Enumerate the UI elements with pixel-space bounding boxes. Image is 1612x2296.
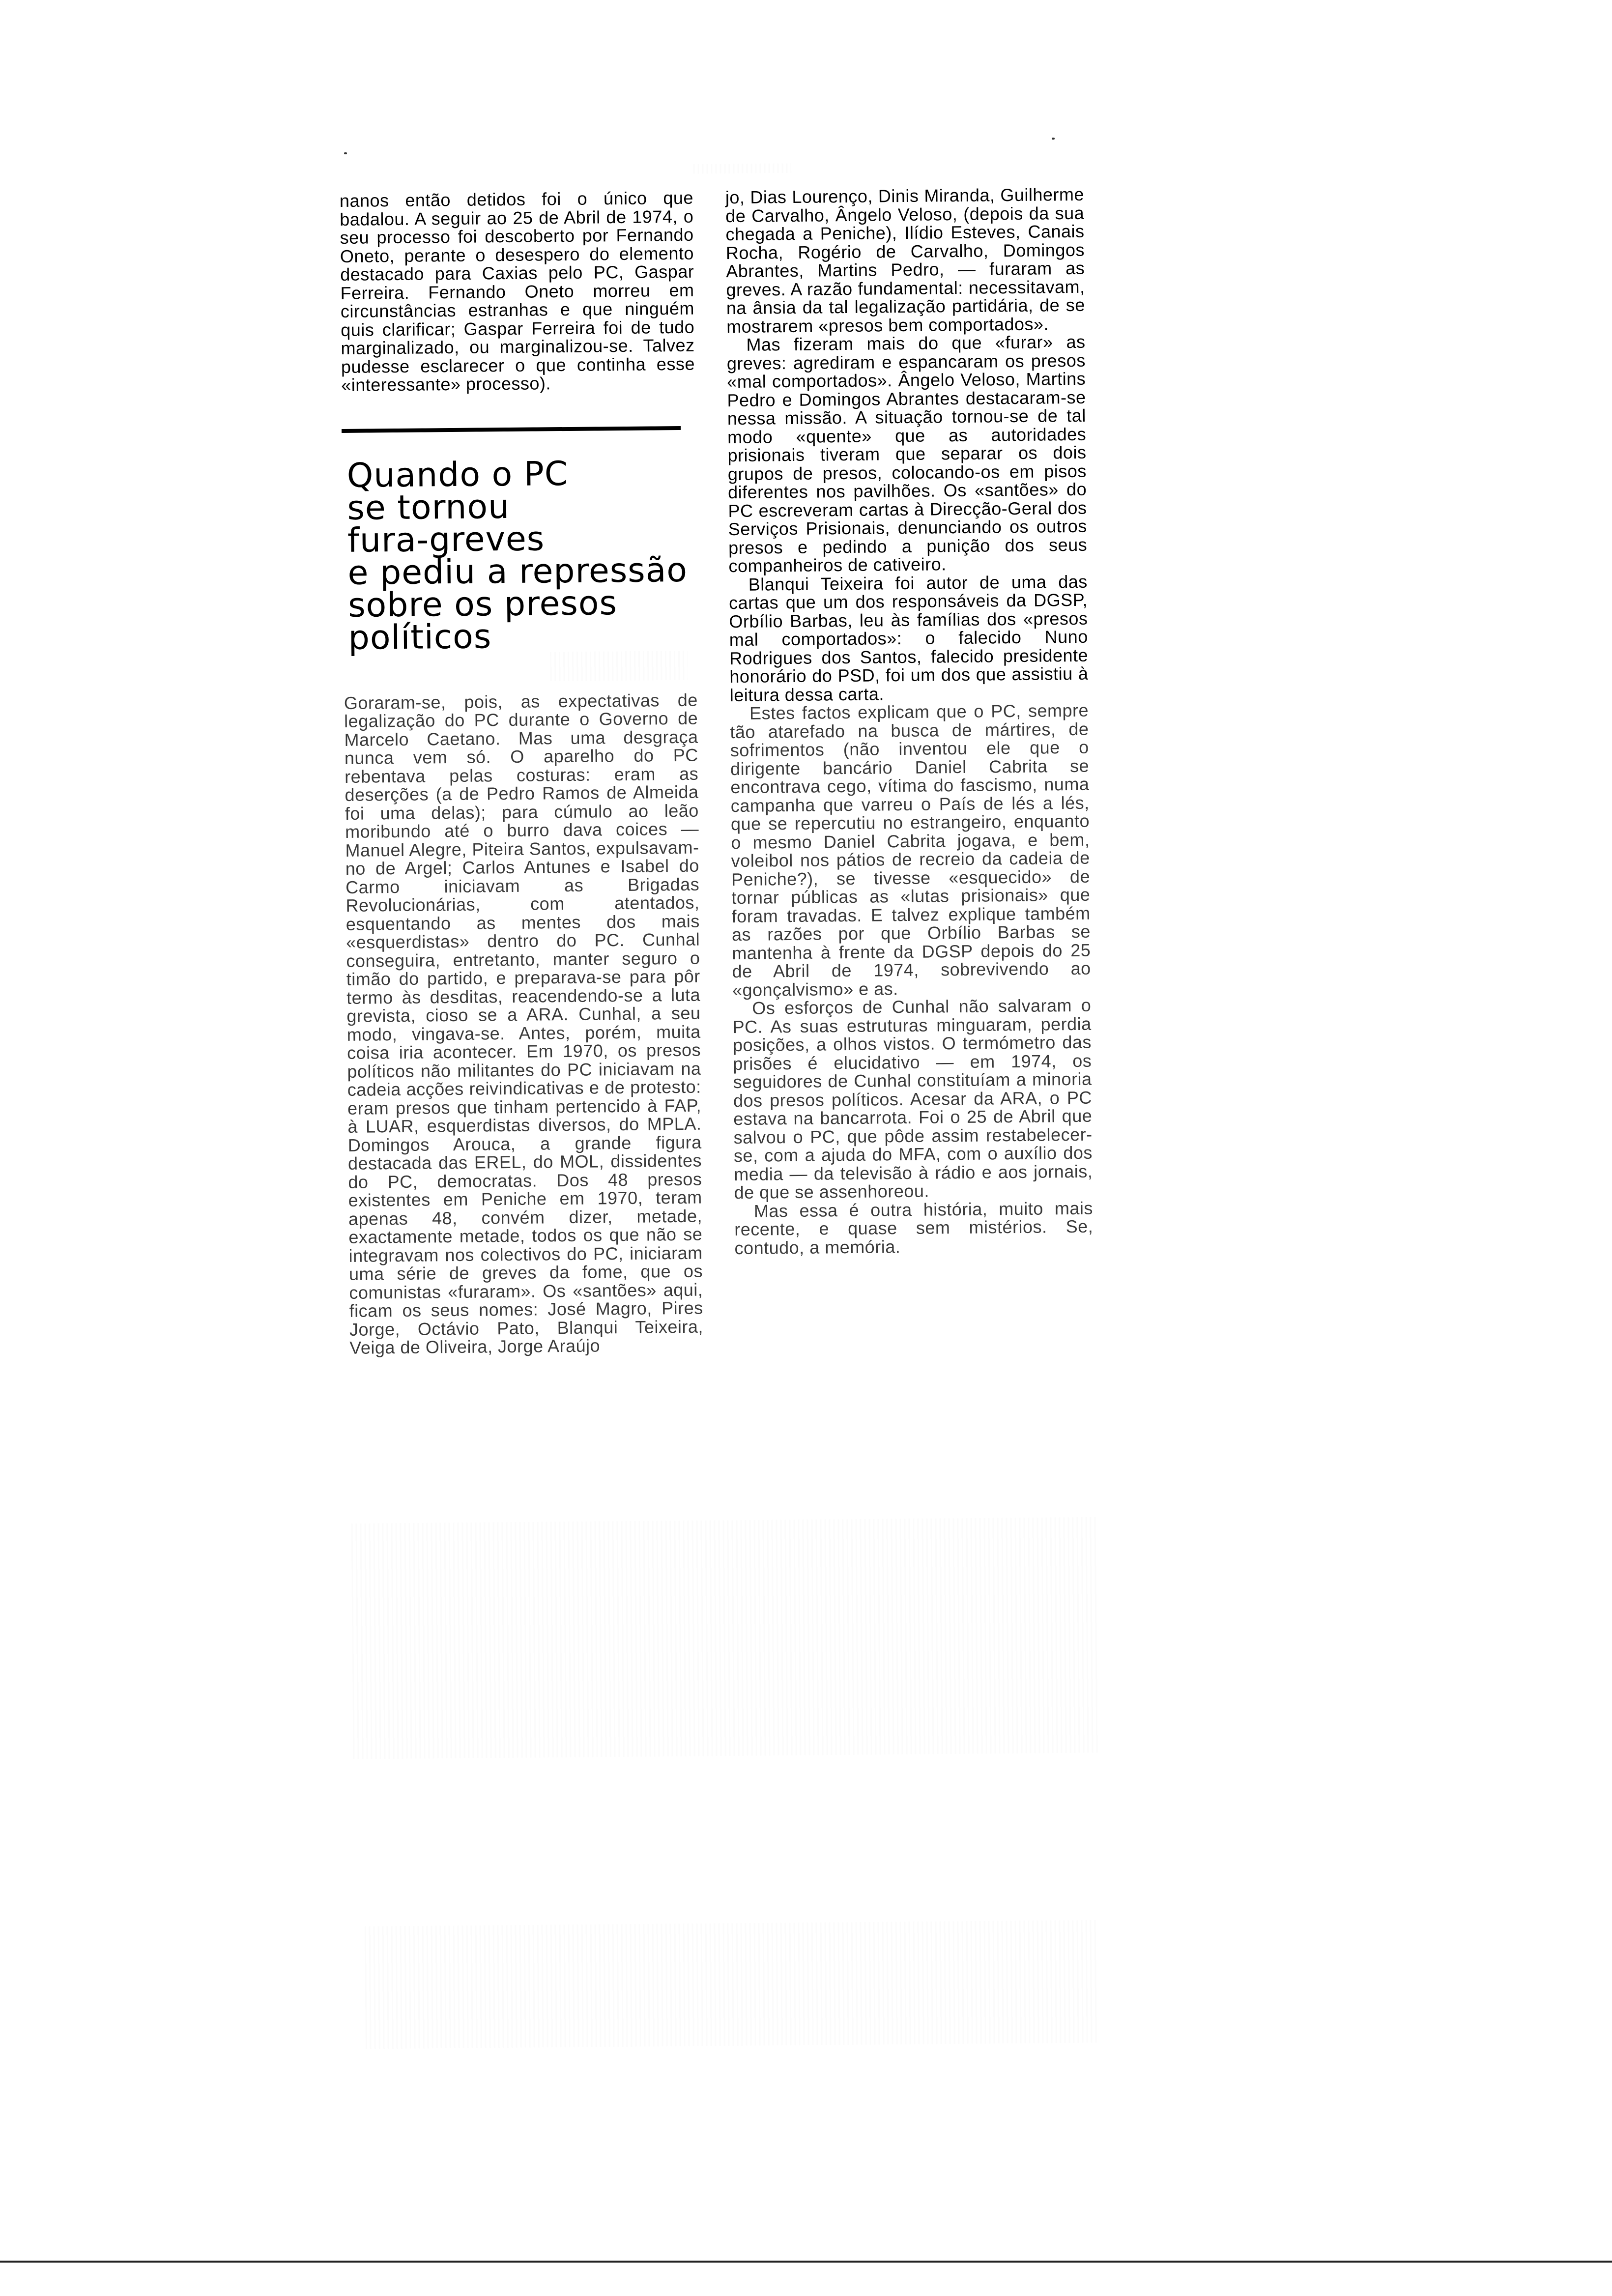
headline-line: Quando o PC xyxy=(346,454,569,495)
newspaper-clipping xyxy=(339,141,1127,2079)
headline-line: sobre os presos xyxy=(347,583,618,625)
right-paragraph: Estes factos explicam que o PC, sempre tão atarefado na busca de mártires, de sofrimentos (não inventou ele que o dirigente bancário Daniel Cabrita se encontrava cego, vítima do fascismo, numa campanha que varreu o País de lés a lés, que se repercutiu no estrangeiro, enquanto o mesmo Daniel Cabrita jogava, e bem, voleibol nos pátios de recreio da cadeia de Peniche?), se tivesse «esquecido» de tornar públicas as «lutas prisionais» que foram travadas. E talvez explique também as razões por que Orbílio Barbas se mantenha à frente da DGSP depois do 25 de Abril de 1974, sobrevivendo ao «gonçalvismo» e as. xyxy=(730,700,1091,1000)
scan-dust xyxy=(344,152,347,154)
scan-noise-lower xyxy=(351,1517,1100,1759)
right-paragraph: jo, Dias Lourenço, Dinis Miranda, Guilherme de Carvalho, Ângelo Veloso, (depois da sua chegada a Peniche), Ilídio Esteves, Canais Rocha, Rogério de Carvalho, Domingos Abrantes, Martins Pedro, — furaram as greves. A razão fundamental: necessitavam, na ânsia da tal legalização partidária, de se mostrarem «presos bem comportados». xyxy=(725,184,1086,337)
headline-line: fura-greves xyxy=(347,519,545,560)
scan-noise-bottom xyxy=(365,1920,1098,2049)
scan-dust xyxy=(1052,138,1055,140)
scan-noise-top xyxy=(693,163,791,174)
right-paragraph: Blanqui Teixeira foi autor de uma das cartas que um dos responsáveis da DGSP, Orbílio Barbas, leu às famílias dos «presos mal comportados»: o falecido Nuno Rodrigues dos Santos, falecido presidente honorário do PSD, foi um dos que assistiu à leitura dessa carta. xyxy=(728,571,1089,705)
scan-bottom-edge xyxy=(0,2261,1612,2263)
headline xyxy=(346,454,697,658)
left-intro-paragraph: nanos então detidos foi o único que badalou. A seguir ao 25 de Abril de 1974, o seu processo foi descoberto por Fernando Oneto, perante o desespero do elemento destacado para Caxias pelo PC, Gaspar Ferreira. Fernando Oneto morreu em circunstâncias estranhas e que ninguém quis clarificar; Gaspar Ferreira foi de tudo marginalizado, ou marginalizou-se. Talvez pudesse esclarecer o que continha esse «interessante» processo). xyxy=(339,187,695,395)
left-body-paragraph: Goraram-se, pois, as expectativas de legalização do PC durante o Governo de Marcelo Caetano. Mas uma desgraça nunca vem só. O aparelho do PC rebentava pelas costuras: eram as deserções (a de Pedro Ramos de Almeida foi uma delas); para cúmulo ao leão moribundo até o burro dava coices — Manuel Alegre, Piteira Santos, expulsavam-no de Argel; Carlos Antunes e Isabel do Carmo iniciavam as Brigadas Revolucionárias, com atentados, esquentando as mentes dos mais «esquerdistas» dentro do PC. Cunhal conseguira, entretanto, manter seguro o timão do partido, e preparava-se para pôr termo às desditas, reacendendo-se a luta grevista, cioso se a ARA. Cunhal, a seu modo, vingava-se. Antes, porém, muita coisa iria acontecer. Em 1970, os presos políticos não militantes do PC iniciavam na cadeia acções reivindicativas e de protesto: eram presos que tinham pertencido à FAP, à LUAR, esquerdistas diversos, do MPLA. Domingos Arouca, a grande figura destacada das EREL, do MOL, dissidentes do PC, democratas. Dos 48 presos existentes em Peniche em 1970, teram apenas 48, convém dizer, metade, exactamente metade, todos os que não se integravam nos colectivos do PC, iniciaram uma série de greves da fome, que os comunistas «furaram». Os «santões» aqui, ficam os seus nomes: José Magro, Pires Jorge, Octávio Pato, Blanqui Teixeira, Veiga de Oliveira, Jorge Araújo xyxy=(344,689,704,1358)
headline-line: se tornou xyxy=(347,487,510,528)
section-rule xyxy=(342,426,681,432)
right-column xyxy=(725,185,1094,1257)
left-column xyxy=(340,189,704,1357)
right-paragraph: Mas essa é outra história, muito mais recente, e quase sem mistérios. Se, contudo, a memória. xyxy=(734,1198,1094,1258)
headline-line: e pediu a repressão xyxy=(347,550,688,593)
right-paragraph: Mas fizeram mais do que «furar» as greves: agrediram e espancaram os presos «mal comportados». Ângelo Veloso, Martins Pedro e Domingos Abrantes destacaram-se nessa missão. A situação tornou-se de tal modo «quente» que as autoridades prisionais tiveram que separar os dois grupos de presos, colocando-os em pisos diferentes nos pavilhões. Os «santões» do PC escreveram cartas à Direcção-Geral dos Serviços Prisionais, denunciando os outros presos e pedindo a punição dos seus companheiros de cativeiro. xyxy=(726,331,1088,576)
headline-line: políticos xyxy=(348,617,492,658)
right-paragraph: Os esforços de Cunhal não salvaram o PC. As suas estruturas minguaram, perdia posições, a olhos vistos. O termómetro das prisões é elucidativo — em 1974, os seguidores de Cunhal constituíam a minoria dos presos políticos. Acesar da ARA, o PC estava na bancarrota. Foi o 25 de Abril que salvou o PC, que pôde assim restabelecer-se, com a ajuda do MFA, com o auxílio dos media — da televisão à rádio e aos jornais, de que se assenhoreou. xyxy=(732,995,1093,1203)
